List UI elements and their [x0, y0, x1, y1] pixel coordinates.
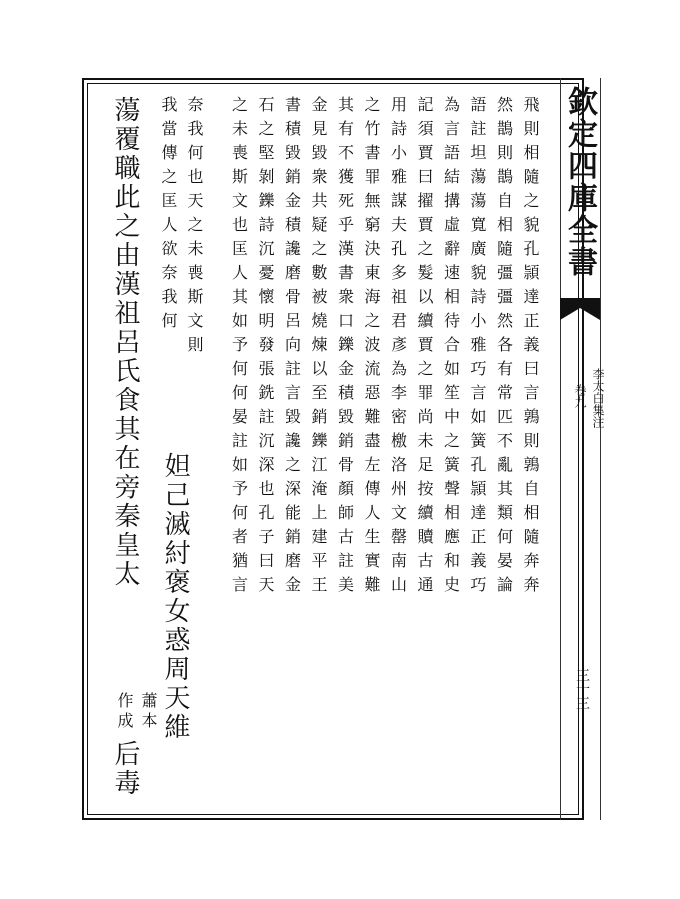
volume-label: 卷九 — [573, 384, 587, 408]
commentary-column: 其有不獲死乎漢書衆口鑠金積毀銷骨顏師古註美 — [335, 96, 355, 600]
commentary-column: 然鵲則鵲自相隨彊彊然各有常匹不亂其類何晏論 — [494, 96, 514, 600]
book-title: 李太白集注 — [591, 368, 605, 428]
commentary-column: 書積毀銷金積讒磨骨呂向註言毀讒之深能銷磨金 — [282, 96, 302, 600]
commentary-column: 用詩小雅謀夫孔多祖君彥為李密檄洛州文罄南山 — [388, 96, 408, 600]
split-note-left: 作成 — [115, 692, 134, 732]
commentary-column: 之竹書罪無窮決東海之波流惡難盡左傳人生實難 — [362, 96, 381, 600]
fish-tail-mark — [560, 298, 600, 320]
main-text-column: 蕩覆職此之由漢祖呂氏食其在旁秦皇太 — [110, 96, 140, 589]
page-number: 三十三 — [574, 668, 590, 710]
commentary-column: 金見毀衆共疑之數被燒煉以至銷鑠江淹上建平王 — [309, 96, 328, 600]
commentary-column: 奈我何也天之未喪斯文則 — [185, 96, 204, 360]
split-column-top: 妲己滅紂褒女惑周天維 — [160, 452, 190, 742]
split-column-bottom: 后毒 — [110, 740, 140, 798]
commentary-column: 為言語結搆虛辭速相待合如笙中之簧聲相應和史 — [441, 96, 461, 600]
commentary-column: 我當傳之匡人欲奈我何 — [159, 96, 178, 336]
sheet-title: 欽定四庫全書 — [562, 86, 597, 278]
split-note-right: 蕭本 — [139, 692, 158, 732]
margin-rule — [560, 78, 561, 820]
commentary-column: 之未喪斯文也匡人其如予何何晏註如予何者猶言 — [229, 96, 249, 600]
commentary-column: 記須賈曰擢賈之髮以續賈之罪尚未足按續贖古通 — [415, 96, 434, 600]
commentary-column: 飛則相隨之貌孔頴達正義曰言鶉則鶉自相隨奔奔 — [521, 96, 540, 600]
commentary-column: 石之堅剝鑠詩沉憂懷明發張銑註沉深也孔子曰天 — [256, 96, 275, 600]
margin-rule-outer — [600, 78, 601, 820]
commentary-column: 語註坦蕩蕩寬廣貌詩小雅巧言如簧孔頴達正義巧 — [468, 96, 487, 600]
